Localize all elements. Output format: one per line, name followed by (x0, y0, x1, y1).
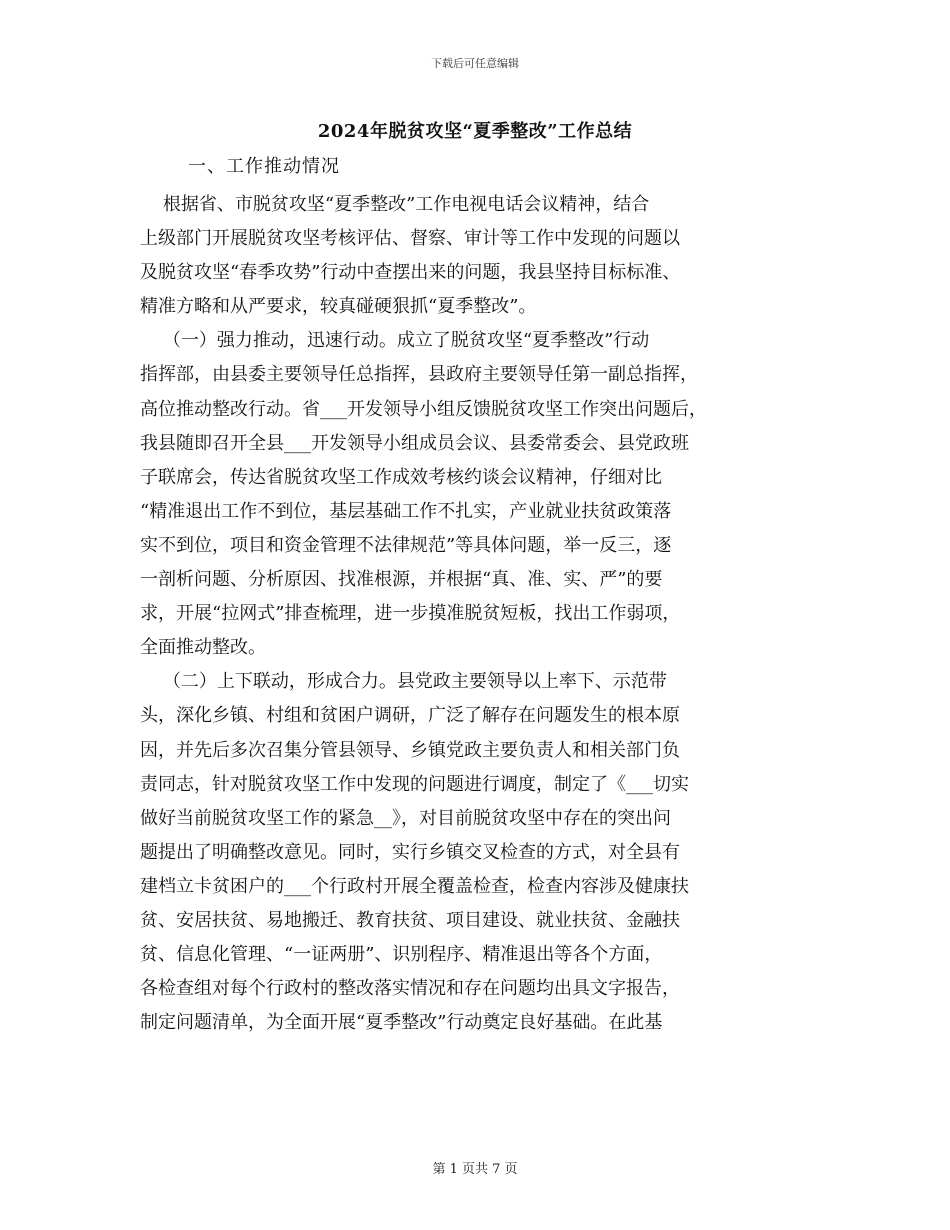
body-line: 各检查组对每个行政村的整改落实情况和存在问题均出具文字报告， (140, 978, 680, 1000)
body-line: 贫、安居扶贫、易地搬迁、教育扶贫、项目建设、就业扶贫、金融扶 (140, 909, 680, 931)
body-line: 全面推动整改。 (140, 637, 266, 659)
page-footer: 第 1 页共 7 页 (432, 1162, 518, 1177)
body-line: 精准方略和从严要求，较真碰硬狠抓“夏季整改”。 (140, 296, 537, 318)
body-line: 题提出了明确整改意见。同时，实行乡镇交叉检查的方式，对全县有 (140, 841, 680, 863)
body-line: 一剖析问题、分析原因、找准根源，并根据“真、准、实、严”的要 (140, 569, 663, 591)
body-line: （一）强力推动，迅速行动。成立了脱贫攻坚“夏季整改”行动 (140, 330, 650, 352)
body-line: 高位推动整改行动。省___开发领导小组反馈脱贫攻坚工作突出问题后， (140, 398, 707, 420)
header-note: 下载后可任意编辑 (431, 57, 519, 70)
body-line: “精准退出工作不到位，基层基础工作不扎实，产业就业扶贫政策落 (140, 500, 672, 522)
body-line: 及脱贫攻坚“春季攻势”行动中查摆出来的问题，我县坚持目标标准、 (140, 262, 681, 284)
body-line: 指挥部，由县委主要领导任总指挥，县政府主要领导任第一副总指挥， (140, 364, 698, 386)
body-line: （二）上下联动，形成合力。县党政主要领导以上率下、示范带 (140, 671, 667, 693)
body-line: 头，深化乡镇、村组和贫困户调研，广泛了解存在问题发生的根本原 (140, 705, 680, 727)
body-line: 实不到位，项目和资金管理不法律规范”等具体问题，举一反三，逐 (140, 534, 672, 556)
body-line: 制定问题清单，为全面开展“夏季整改”行动奠定良好基础。在此基 (140, 1012, 663, 1034)
body-line: 贫、信息化管理、“一证两册”、识别程序、精准退出等各个方面， (140, 944, 663, 966)
body-line: 因，并先后多次召集分管县领导、乡镇党政主要负责人和相关部门负 (140, 739, 680, 761)
document-title: 2024年脱贫攻坚“夏季整改”工作总结 (317, 121, 633, 142)
document-body (140, 188, 810, 1040)
section-heading: 一、工作推动情况 (188, 156, 340, 177)
body-line: 建档立卡贫困户的___个行政村开展全覆盖检查，检查内容涉及健康扶 (140, 875, 689, 897)
body-line: 做好当前脱贫攻坚工作的紧急__》，对目前脱贫攻坚中存在的突出问 (140, 807, 671, 829)
body-line: 根据省、市脱贫攻坚“夏季整改”工作电视电话会议精神，结合 (140, 194, 650, 215)
body-line: 我县随即召开全县___开发领导小组成员会议、县委常委会、县党政班 (140, 432, 689, 454)
body-line: 责同志，针对脱贫攻坚工作中发现的问题进行调度，制定了《___切实 (140, 773, 689, 795)
body-line: 子联席会，传达省脱贫攻坚工作成效考核约谈会议精神，仔细对比 (140, 466, 662, 488)
body-line: 求，开展“拉网式”排查梳理，进一步摸准脱贫短板，找出工作弱项， (140, 603, 681, 625)
body-line: 上级部门开展脱贫攻坚考核评估、督察、审计等工作中发现的问题以 (140, 228, 680, 250)
